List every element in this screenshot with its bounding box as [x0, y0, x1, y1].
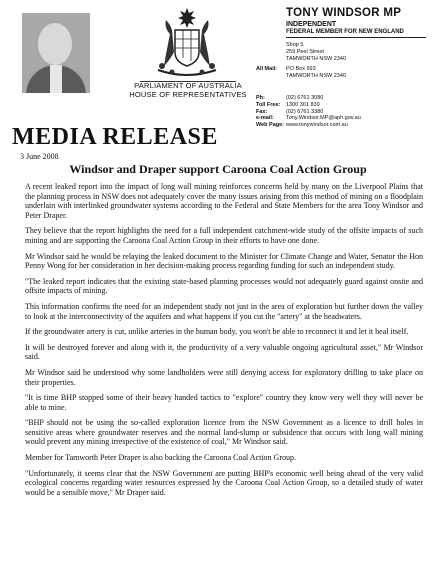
mp-divider — [286, 37, 426, 38]
house-line: HOUSE OF REPRESENTATIVES — [129, 89, 247, 99]
paragraph: "It is time BHP stopped some of their heavy handed tactics to "explore" country they know very well they will never be able to mine. — [25, 393, 423, 412]
release-title: Windsor and Draper support Caroona Coal Action Group — [69, 162, 367, 176]
office-address — [286, 42, 346, 62]
mail-label: All Mail: — [256, 66, 278, 72]
mp-name: TONY WINDSOR MP — [286, 7, 402, 19]
paragraph: They believe that the report highlights the need for a full independent catchment-wide study of the offsite impacts of such mining and are supporting the Caroona Coal Action Group in their efforts to have one done. — [25, 226, 423, 245]
fax-label: Fax: — [256, 108, 268, 115]
address-line: Shop 5 — [286, 42, 304, 48]
paragraph: "BHP should not be using the so-called exploration licence from the NSW Government as a licence to drill holes in sensitive areas where groundwater reserves and the normal land-slump or subsidence that occurs with long wall mining would prevent any mining irrespective of the existence of coal," Mr Windsor said. — [25, 418, 423, 447]
phone-label: Ph: — [256, 95, 265, 101]
mp-status: INDEPENDENT — [286, 21, 337, 28]
paragraph: A recent leaked report into the impact of long wall mining reinforces concerns held by many on the Liverpool Plains that the planning process in NSW does not adequately cover the many issues arising from this method of mining on a floodplain underlain with interlinked groundwater systems according to the Federal and State Members for the area Tony Windsor and Peter Draper. — [25, 182, 423, 220]
mail-address — [286, 66, 346, 80]
parliament-line: PARLIAMENT OF AUSTRALIA — [134, 81, 242, 90]
paragraph: Mr Windsor said he would be relaying the leaked document to the Minister for Climate Change and Water, Senator the Hon Penny Wong for her consideration in her decision-making process regarding funding for such an independent study. — [25, 251, 423, 271]
fax-value: (02) 6761 3380 — [286, 108, 324, 115]
paragraph: Member for Tamworth Peter Draper is also backing the Caroona Coal Action Group. — [25, 453, 296, 463]
media-release-heading: MEDIA RELEASE — [12, 124, 218, 150]
mp-role: FEDERAL MEMBER FOR NEW ENGLAND — [286, 29, 404, 35]
address-line: 259 Peel Street — [286, 48, 324, 55]
address-line: TAMWORTH NSW 2340 — [286, 55, 346, 62]
paragraph: It will be destroyed forever and along with it, the productivity of a very valuable ongoing agricultural asset," Mr Windsor said. — [25, 342, 423, 362]
portrait-photo — [22, 13, 90, 93]
tollfree-label: Toll Free: — [256, 101, 281, 108]
paragraph: Mr Windsor said he understood why some landholders were still denying access for exploratory drilling to take place on their properties. — [25, 367, 423, 387]
mail-line: PO Box 993 — [286, 66, 316, 72]
mail-line: TAMWORTH NSW 2340 — [286, 72, 346, 79]
tollfree-value: 1300 301 839 — [286, 101, 320, 108]
contact-values — [286, 95, 361, 129]
paragraph: This information confirms the need for an independent study not just in the area of exploration but further down the valley to look at the interconnectivity of the aquifers and what happens if you cut the "artery" at the headwaters. — [25, 301, 423, 321]
coat-of-arms-emblem — [148, 6, 226, 84]
web-link[interactable]: www.tonywindsor.com.au — [286, 122, 348, 129]
web-label: Web Page: — [256, 122, 285, 129]
parliament-heading — [120, 82, 256, 99]
email-link[interactable]: Tony.Windsor.MP@aph.gov.au — [286, 115, 361, 122]
release-body — [25, 182, 423, 503]
email-label: e-mail: — [256, 115, 274, 122]
contact-labels — [256, 95, 284, 129]
paragraph: If the groundwater artery is cut, unlike arteries in the human body, you won't be able to reconnect it and let it heal itself. — [25, 327, 409, 337]
paragraph: "Unfortunately, it seems clear that the NSW Government are putting BHP's economic well being ahead of the very valid ecological concerns regarding water resources expressed by the Caroona Coal Action Group, so a detailed study of water would be a sensible move," Mr Draper said. — [25, 468, 423, 497]
release-date: 3 June 2008 — [20, 152, 59, 161]
paragraph: "The leaked report indicates that the existing state-based planning processes would not adequately guard against onsite and offsite impacts of mining. — [25, 276, 423, 296]
phone-value: (02) 6761 3080 — [286, 95, 324, 101]
